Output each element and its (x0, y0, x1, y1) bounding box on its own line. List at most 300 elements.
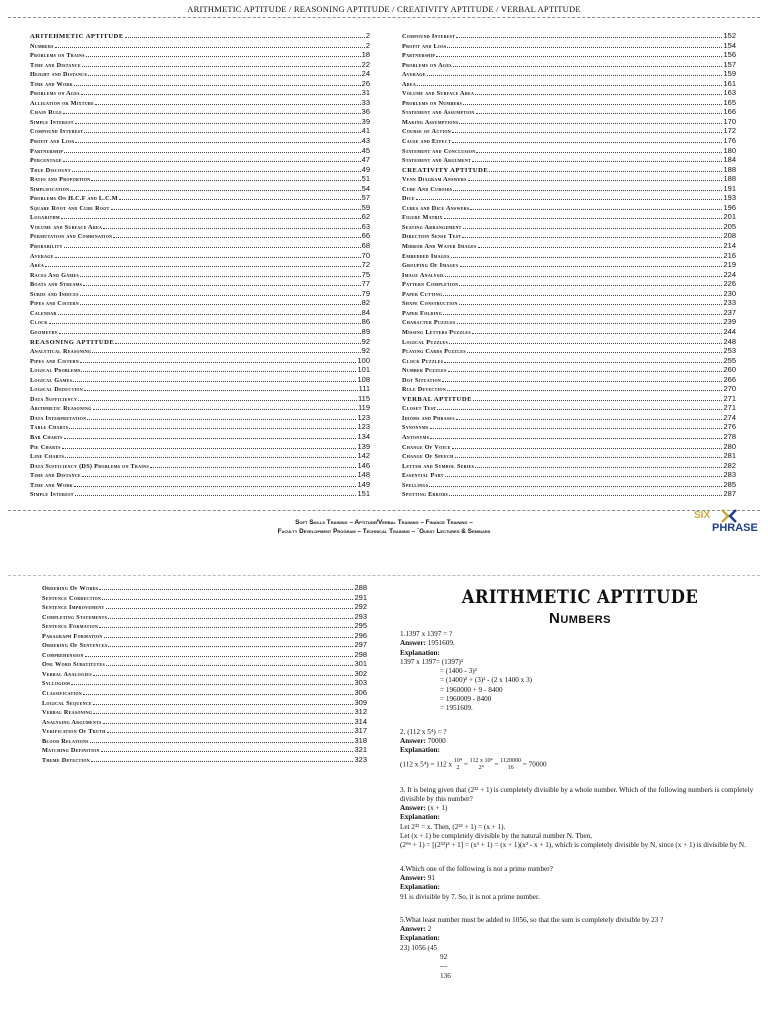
toc-leader-dots (106, 665, 353, 666)
toc-entry-page: 201 (723, 212, 736, 222)
toc-entry[interactable] (30, 60, 370, 70)
toc-entry[interactable] (402, 403, 736, 413)
toc-entry[interactable] (30, 107, 370, 117)
toc-entry[interactable] (402, 117, 736, 127)
toc-entry-label: Logarithm (30, 214, 60, 222)
explanation-label: Explanation: (400, 883, 440, 892)
toc-entry[interactable] (30, 356, 370, 366)
toc-left-column (30, 31, 370, 499)
toc-entry-page: 260 (723, 365, 736, 375)
toc-entry-label: Problems on Ages (402, 61, 452, 69)
toc-entry[interactable] (42, 726, 367, 736)
toc-entry[interactable] (402, 212, 736, 222)
toc-entry[interactable] (402, 126, 736, 136)
toc-entry-label: Compound Interest (402, 33, 456, 40)
toc-entry[interactable] (402, 489, 736, 499)
toc-entry-page: 62 (361, 212, 370, 222)
toc-entry[interactable] (30, 327, 370, 337)
toc-entry-label: Chain Rule (30, 109, 63, 117)
explanation-lines (400, 893, 762, 902)
toc-entry-page: 193 (723, 193, 736, 203)
toc-entry[interactable] (402, 270, 736, 280)
toc-entry[interactable] (402, 461, 736, 471)
toc-entry-label: Character Puzzles (402, 319, 456, 327)
toc-entry-page: 172 (723, 126, 736, 136)
toc-entry-page: 79 (361, 288, 370, 298)
toc-leader-dots (476, 152, 722, 153)
toc-entry[interactable] (30, 79, 370, 89)
toc-entry-label: Data Sufficiency (DS) Problems on Trains (30, 462, 149, 470)
toc-entry-page: 244 (723, 326, 736, 336)
toc-entry[interactable] (402, 174, 736, 184)
toc-section-heading[interactable] (30, 337, 370, 347)
toc-entry-page: 271 (723, 393, 736, 403)
toc-entry-label: Paper Cutting (402, 290, 443, 298)
toc-entry-page: 216 (723, 250, 736, 260)
toc-entry[interactable] (30, 50, 370, 60)
toc-entry-label: Problems on Numbers (402, 99, 463, 107)
toc-entry[interactable] (30, 422, 370, 432)
toc-entry-label: Mirror And Water Images (402, 243, 477, 251)
toc-entry-page: 159 (723, 69, 736, 79)
toc-entry[interactable] (42, 602, 367, 612)
toc-entry-page: 208 (723, 231, 736, 241)
explanation-line: = 1960000 + 9 - 8400 (440, 685, 503, 694)
toc-leader-dots (103, 723, 354, 724)
toc-entry-label: Logical Deduction (30, 386, 84, 394)
toc-entry[interactable] (42, 745, 367, 755)
toc-entry-page: 321 (354, 745, 367, 755)
toc-entry-page: 26 (361, 78, 370, 88)
toc-entry-page: 255 (723, 355, 736, 365)
toc-entry[interactable] (402, 203, 736, 213)
toc-entry-page: 123 (357, 422, 370, 432)
toc-entry[interactable] (402, 88, 736, 98)
toc-entry-label: Square Root and Cube Root (30, 204, 110, 212)
answer-label: Answer: (400, 736, 426, 745)
footer (0, 518, 768, 536)
toc-leader-dots (478, 247, 723, 248)
answer-value: (x + 1) (427, 804, 448, 813)
toc-leader-dots (71, 684, 353, 685)
toc-leader-dots (427, 75, 723, 76)
toc-leader-dots (84, 132, 360, 133)
toc-entry[interactable] (402, 289, 736, 299)
toc-leader-dots (456, 37, 722, 38)
toc-entry[interactable] (402, 98, 736, 108)
toc-entry-page: 51 (361, 174, 370, 184)
toc-entry[interactable] (42, 612, 367, 622)
toc-leader-dots (91, 761, 354, 762)
toc-entry-page: 146 (357, 460, 370, 470)
toc-entry-page: 66 (361, 231, 370, 241)
toc-entry[interactable] (42, 593, 367, 603)
toc-leader-dots (63, 113, 361, 114)
toc-entry-page: 323 (354, 754, 367, 764)
toc-entry-page: 176 (723, 136, 736, 146)
toc-entry[interactable] (30, 41, 370, 51)
toc-entry-label: Completing Statements (42, 613, 108, 621)
toc-leader-dots (74, 486, 357, 487)
toc-entry[interactable] (30, 298, 370, 308)
toc-entry-label: Height and Distance (30, 71, 88, 79)
toc-entry[interactable] (30, 403, 370, 413)
toc-entry[interactable] (402, 470, 736, 480)
toc-entry[interactable] (402, 365, 736, 375)
toc-section-heading[interactable] (402, 165, 736, 175)
toc-entry-page: 148 (357, 470, 370, 480)
toc-entry[interactable] (402, 231, 736, 241)
toc-entry[interactable] (30, 384, 370, 394)
toc-entry[interactable] (402, 251, 736, 261)
toc-entry-label: Idioms and Phrases (402, 414, 455, 422)
toc-entry-page: 266 (723, 374, 736, 384)
toc-entry-label: Seating Arrangement (402, 223, 462, 231)
toc-entry[interactable] (30, 222, 370, 232)
toc-entry[interactable] (402, 308, 736, 318)
toc-leader-dots (442, 381, 722, 382)
toc-entry-page: 226 (723, 279, 736, 289)
toc-entry-label: Closet Test (402, 405, 437, 413)
toc-entry[interactable] (402, 356, 736, 366)
toc-entry-page: 303 (354, 678, 367, 688)
toc-leader-dots (93, 409, 357, 410)
toc-entry[interactable] (402, 50, 736, 60)
toc-leader-dots (445, 276, 723, 277)
toc-entry-label: Letter and Symbol Series (402, 462, 475, 470)
toc-entry[interactable] (30, 308, 370, 318)
toc-entry[interactable] (402, 222, 736, 232)
toc-entry[interactable] (30, 126, 370, 136)
toc-entry-page: 142 (357, 451, 370, 461)
toc-entry[interactable] (30, 117, 370, 127)
toc-leader-dots (55, 257, 361, 258)
question-text: 4.Which one of the following is not a prime number? (400, 864, 553, 873)
toc-entry-label: Percentage (30, 157, 62, 165)
toc-entry[interactable] (30, 375, 370, 385)
toc-entry[interactable] (402, 79, 736, 89)
toc-entry[interactable] (42, 707, 367, 717)
toc-entry-page: 230 (723, 288, 736, 298)
toc-entry[interactable] (402, 279, 736, 289)
toc-entry[interactable] (402, 337, 736, 347)
toc-leader-dots (107, 732, 354, 733)
toc-entry-label: Clock (30, 319, 48, 327)
toc-entry[interactable] (30, 432, 370, 442)
toc-entry[interactable] (30, 365, 370, 375)
toc-entry-label: Probability (30, 243, 63, 251)
toc-entry[interactable] (402, 327, 736, 337)
question-text: 2. (112 x 5⁴) = ? (400, 727, 447, 736)
page-header: ARITHMETIC APTITUDE / REASONING APTITUDE / CREATIVITY APTITUDE / VERBAL APTITUDE (187, 4, 581, 14)
question-1 (400, 630, 762, 714)
toc-section-heading[interactable] (402, 394, 736, 404)
toc-entry-page: 233 (723, 298, 736, 308)
toc-entry[interactable] (42, 669, 367, 679)
toc-entry[interactable] (30, 88, 370, 98)
toc-leader-dots (93, 713, 353, 714)
toc-entry[interactable] (402, 413, 736, 423)
toc-entry[interactable] (30, 193, 370, 203)
toc-leader-dots (472, 333, 723, 334)
toc-entry-page: 166 (723, 107, 736, 117)
toc-leader-dots (55, 47, 365, 48)
toc-entry[interactable] (30, 480, 370, 490)
toc-entry[interactable] (42, 717, 367, 727)
toc-entry-label: Direction Sense Test (402, 233, 462, 241)
toc-entry-page: 86 (361, 317, 370, 327)
footer-line-1: Soft Skills Training – Aptitude/Verbal Training – Finance Training – (295, 519, 473, 526)
toc-entry[interactable] (42, 688, 367, 698)
toc-entry-label: Dice (402, 195, 415, 203)
toc-entry-label: Number Puzzles (402, 367, 447, 375)
toc-leader-dots (445, 476, 723, 477)
toc-entry-label: Spellings (402, 481, 429, 489)
toc-entry[interactable] (402, 432, 736, 442)
toc-entry[interactable] (30, 470, 370, 480)
toc-entry-label: Making Assumptions (402, 118, 459, 126)
toc-entry-label: One Word Substitutes (42, 661, 105, 669)
toc-entry-page: 77 (361, 279, 370, 289)
explanation-lines (400, 658, 762, 714)
toc-leader-dots (80, 362, 357, 363)
toc-entry-label: Time and Work (30, 481, 73, 489)
toc-leader-dots (436, 56, 722, 57)
toc-entry-label: Compound Interest (30, 128, 84, 136)
toc-entry-page: 297 (354, 640, 367, 650)
toc-entry[interactable] (30, 451, 370, 461)
toc-entry[interactable] (402, 41, 736, 51)
toc-entry-page: 312 (354, 707, 367, 717)
toc-leader-dots (103, 228, 360, 229)
toc-entry[interactable] (30, 489, 370, 499)
toc-entry-label: Venn Diagram Answers (402, 176, 467, 184)
toc-entry[interactable] (30, 260, 370, 270)
formula-lhs: (112 x 5⁴) = 112 x (400, 760, 453, 769)
toc-entry[interactable] (402, 69, 736, 79)
toc-entry[interactable] (30, 165, 370, 175)
toc-entry-label: Sentence Formation (42, 623, 99, 631)
toc-entry-label: Synonyms (402, 424, 429, 432)
toc-entry-page: 253 (723, 346, 736, 356)
toc-entry[interactable] (402, 146, 736, 156)
toc-leader-dots (82, 66, 361, 67)
toc-entry-label: Numbers (30, 42, 54, 50)
toc-entry[interactable] (30, 346, 370, 356)
toc-leader-dots (93, 675, 354, 676)
toc-entry-label: Statement and Assumption (402, 109, 475, 117)
toc-entry-page: 22 (361, 59, 370, 69)
toc-entry-page: 317 (354, 726, 367, 736)
toc-entry[interactable] (402, 298, 736, 308)
toc-entry-page: 149 (357, 479, 370, 489)
toc-leader-dots (80, 304, 361, 305)
formula-result: = 70000 (522, 760, 547, 769)
page-break (8, 575, 760, 576)
toc-entry[interactable] (402, 107, 736, 117)
toc-entry-label: Playing Cards Puzzles (402, 348, 466, 356)
toc-entry[interactable] (402, 375, 736, 385)
toc-entry-page: 75 (361, 269, 370, 279)
toc-entry-label: Geometry (30, 328, 58, 336)
toc-entry-label: Clock Puzzles (402, 357, 444, 365)
toc-entry[interactable] (402, 193, 736, 203)
toc-entry-page: 280 (723, 441, 736, 451)
toc-entry-label: Dot Situation (402, 376, 442, 384)
toc-entry[interactable] (30, 174, 370, 184)
toc-leader-dots (430, 428, 723, 429)
toc-leader-dots (59, 333, 361, 334)
answer-label: Answer: (400, 804, 426, 813)
toc-leader-dots (473, 400, 723, 401)
toc-entry-label: Logical Problems (30, 367, 81, 375)
toc-entry-page: 170 (723, 116, 736, 126)
toc-entry[interactable] (30, 461, 370, 471)
toc-entry-label: Boats and Streams (30, 281, 83, 289)
toc-entry-label: Essential Part (402, 472, 444, 480)
toc-entry-label: Logical Puzzles (402, 338, 448, 346)
toc-entry[interactable] (402, 60, 736, 70)
toc-entry[interactable] (30, 155, 370, 165)
toc-right-column (402, 31, 736, 499)
toc-entry[interactable] (42, 755, 367, 765)
toc-entry[interactable] (30, 289, 370, 299)
toc-entry[interactable] (42, 583, 367, 593)
toc-entry[interactable] (402, 184, 736, 194)
toc-entry-page: 154 (723, 40, 736, 50)
toc-entry-label: Analysing Arguments (42, 718, 102, 726)
toc-entry-page: 156 (723, 50, 736, 60)
explanation-line: 136 (440, 971, 451, 980)
fraction-2: 112 x 10⁴ 2⁴ (469, 757, 493, 771)
toc-entry-label: Area (402, 80, 417, 88)
toc-leader-dots (85, 656, 354, 657)
toc-entry[interactable] (42, 736, 367, 746)
toc-section-heading[interactable] (30, 31, 370, 41)
toc-entry-label: Rule Detection (402, 386, 447, 394)
toc-entry[interactable] (402, 384, 736, 394)
toc-entry-label: Problems On H.C.F and L.C.M (30, 195, 118, 203)
toc-entry[interactable] (30, 317, 370, 327)
answer-label: Answer: (400, 925, 426, 934)
toc-entry-label: Line Charts (30, 453, 65, 461)
toc-leader-dots (108, 618, 353, 619)
toc-entry-page: 302 (354, 668, 367, 678)
toc-entry[interactable] (30, 98, 370, 108)
page-divider (8, 510, 760, 511)
toc-entry[interactable] (402, 241, 736, 251)
toc-entry-label: Permutation and Combination (30, 233, 113, 241)
toc-entry[interactable] (42, 698, 367, 708)
toc-entry[interactable] (30, 231, 370, 241)
toc-entry[interactable] (402, 451, 736, 461)
toc-entry[interactable] (402, 422, 736, 432)
toc-leader-dots (429, 486, 722, 487)
toc-entry-page: 196 (723, 202, 736, 212)
toc-entry-label: Cubes and Dice Answers (402, 204, 470, 212)
toc-entry[interactable] (30, 69, 370, 79)
toc-entry[interactable] (402, 31, 736, 41)
toc-entry-page: 285 (723, 479, 736, 489)
toc-entry-label: Bar Charts (30, 433, 63, 441)
toc-entry[interactable] (402, 155, 736, 165)
toc-entry[interactable] (30, 203, 370, 213)
toc-entry-label: Statement and Argument (402, 157, 472, 165)
toc-leader-dots (417, 85, 722, 86)
toc-entry-page: 111 (358, 384, 370, 394)
toc-entry[interactable] (30, 136, 370, 146)
toc-entry-page: 191 (723, 183, 736, 193)
toc-leader-dots (84, 390, 358, 391)
toc-leader-dots (462, 237, 722, 238)
toc-entry[interactable] (42, 640, 367, 650)
toc-leader-dots (463, 104, 722, 105)
toc-leader-dots (80, 295, 361, 296)
toc-entry-page: 41 (361, 126, 370, 136)
toc-leader-dots (468, 180, 723, 181)
toc-entry[interactable] (402, 346, 736, 356)
toc-entry[interactable] (30, 212, 370, 222)
toc-leader-dots (476, 113, 723, 114)
toc-leader-dots (63, 161, 361, 162)
toc-entry-page: 306 (354, 688, 367, 698)
toc-entry-page: 152 (723, 31, 736, 40)
toc-leader-dots (64, 152, 360, 153)
toc-entry-label: Cube And Cuboids (402, 185, 453, 193)
toc-entry[interactable] (42, 659, 367, 669)
toc-entry-page: 108 (357, 374, 370, 384)
toc-entry[interactable] (402, 442, 736, 452)
toc-entry[interactable] (42, 678, 367, 688)
toc-entry[interactable] (402, 260, 736, 270)
toc-entry[interactable] (42, 650, 367, 660)
toc-leader-dots (75, 495, 357, 496)
explanation-line: = (1400 - 3)² (440, 667, 477, 676)
toc-entry[interactable] (30, 270, 370, 280)
toc-entry[interactable] (42, 621, 367, 631)
toc-entry-label: Missing Letters Puzzles (402, 328, 471, 336)
page-subtitle: Numbers (548, 610, 611, 627)
toc-entry[interactable] (30, 394, 370, 404)
toc-entry[interactable] (30, 251, 370, 261)
toc-entry-page: 188 (723, 164, 736, 174)
toc-leader-dots (74, 85, 361, 86)
toc-leader-dots (449, 495, 722, 496)
toc-entry-label: Simple Interest (30, 118, 74, 126)
toc-leader-dots (69, 428, 356, 429)
toc-entry[interactable] (402, 317, 736, 327)
toc-entry-page: 100 (357, 355, 370, 365)
toc-entry[interactable] (30, 241, 370, 251)
toc-entry[interactable] (30, 146, 370, 156)
toc-leader-dots (90, 742, 354, 743)
toc-entry-page: 298 (354, 649, 367, 659)
toc-entry[interactable] (30, 184, 370, 194)
toc-entry-page: 281 (723, 451, 736, 461)
toc-entry[interactable] (402, 480, 736, 490)
toc-entry[interactable] (30, 442, 370, 452)
toc-entry-label: Sentence Improvement (42, 604, 105, 612)
toc-entry[interactable] (30, 413, 370, 423)
toc-entry-page: 151 (357, 489, 370, 499)
toc-entry[interactable] (30, 279, 370, 289)
question-text: 1.1397 x 1397 = ? (400, 630, 453, 638)
toc-leader-dots (91, 180, 360, 181)
question-2 (400, 728, 762, 772)
explanation-label: Explanation: (400, 813, 440, 822)
toc-entry[interactable] (402, 136, 736, 146)
toc-entry[interactable] (42, 631, 367, 641)
